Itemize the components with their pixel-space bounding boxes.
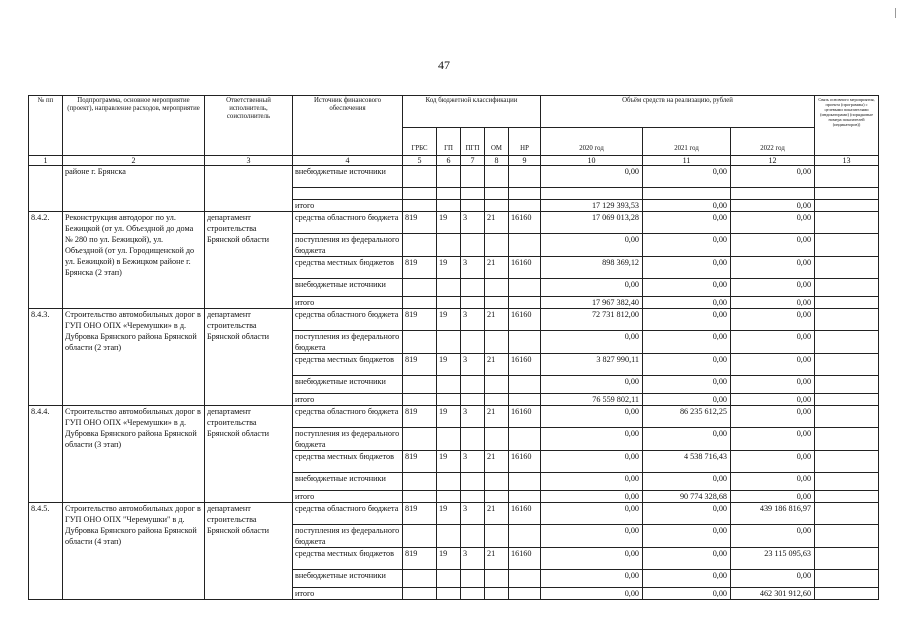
source-cell: средства областного бюджета (293, 212, 403, 234)
row-number-cell: 8.4.4. (29, 406, 63, 503)
row-number-cell (29, 166, 63, 212)
amount-2021-cell: 0,00 (643, 234, 731, 257)
header-year-2022: 2022 год (731, 128, 815, 156)
source-cell: средства местных бюджетов (293, 548, 403, 570)
nr-cell: 16160 (509, 406, 541, 428)
grbs-cell (403, 200, 437, 212)
amount-2022-cell: 439 186 816,97 (731, 503, 815, 525)
amount-2020-cell: 898 369,12 (541, 257, 643, 279)
source-cell (293, 188, 403, 200)
gp-cell (437, 200, 461, 212)
column-number-row (29, 156, 879, 166)
amount-2021-cell: 0,00 (643, 200, 731, 212)
pgp-cell (461, 376, 485, 394)
colnum-cell: 8 (485, 156, 509, 166)
amount-2021-cell: 0,00 (643, 309, 731, 331)
pgp-cell (461, 473, 485, 491)
om-cell (485, 491, 509, 503)
nr-cell (509, 588, 541, 600)
amount-2022-cell: 0,00 (731, 354, 815, 376)
amount-2021-cell: 90 774 328,68 (643, 491, 731, 503)
table-row (29, 212, 879, 234)
pgp-cell: 3 (461, 548, 485, 570)
source-cell: поступления из федерального бюджета (293, 234, 403, 257)
executor-cell: департамент строительства Брянской области (205, 503, 293, 600)
amount-2020-cell: 17 069 013,28 (541, 212, 643, 234)
grbs-cell: 819 (403, 548, 437, 570)
pgp-cell (461, 188, 485, 200)
indicator-link-cell (815, 188, 879, 200)
source-cell: средства местных бюджетов (293, 354, 403, 376)
grbs-cell: 819 (403, 257, 437, 279)
source-cell: внебюджетные источники (293, 570, 403, 588)
indicator-link-cell (815, 570, 879, 588)
pgp-cell: 3 (461, 257, 485, 279)
amount-2022-cell: 0,00 (731, 212, 815, 234)
executor-cell: департамент строительства Брянской области (205, 212, 293, 309)
nr-cell: 16160 (509, 257, 541, 279)
pgp-cell (461, 279, 485, 297)
header-year-2021: 2021 год (643, 128, 731, 156)
amount-2020-cell: 72 731 812,00 (541, 309, 643, 331)
grbs-cell (403, 525, 437, 548)
indicator-link-cell (815, 166, 879, 188)
nr-cell (509, 570, 541, 588)
header-volume: Объём средств на реализацию, рублей (541, 96, 815, 128)
om-cell (485, 279, 509, 297)
executor-cell: департамент строительства Брянской области (205, 406, 293, 503)
pgp-cell (461, 428, 485, 451)
gp-cell (437, 166, 461, 188)
nr-cell (509, 166, 541, 188)
grbs-cell (403, 166, 437, 188)
source-cell: поступления из федерального бюджета (293, 331, 403, 354)
amount-2020-cell: 3 827 990,11 (541, 354, 643, 376)
gp-cell (437, 279, 461, 297)
executor-cell: департамент строительства Брянской области (205, 309, 293, 406)
grbs-cell (403, 428, 437, 451)
header-nr: НР (509, 128, 541, 156)
indicator-link-cell (815, 297, 879, 309)
amount-2022-cell: 0,00 (731, 331, 815, 354)
amount-2021-cell: 86 235 612,25 (643, 406, 731, 428)
nr-cell: 16160 (509, 354, 541, 376)
amount-2022-cell: 0,00 (731, 525, 815, 548)
header-year-2020: 2020 год (541, 128, 643, 156)
nr-cell (509, 234, 541, 257)
gp-cell: 19 (437, 354, 461, 376)
grbs-cell (403, 331, 437, 354)
header-row (29, 96, 879, 128)
om-cell (485, 297, 509, 309)
amount-2020-cell: 0,00 (541, 503, 643, 525)
source-cell: итого (293, 588, 403, 600)
om-cell (485, 570, 509, 588)
nr-cell (509, 188, 541, 200)
header-no: № пп (29, 96, 63, 156)
om-cell: 21 (485, 406, 509, 428)
gp-cell (437, 525, 461, 548)
amount-2021-cell (643, 188, 731, 200)
indicator-link-cell (815, 394, 879, 406)
amount-2020-cell: 0,00 (541, 548, 643, 570)
om-cell (485, 473, 509, 491)
amount-2022-cell: 0,00 (731, 376, 815, 394)
colnum-cell: 5 (403, 156, 437, 166)
grbs-cell: 819 (403, 309, 437, 331)
amount-2021-cell: 0,00 (643, 331, 731, 354)
gp-cell (437, 473, 461, 491)
source-cell: средства областного бюджета (293, 503, 403, 525)
amount-2022-cell: 0,00 (731, 297, 815, 309)
amount-2020-cell (541, 188, 643, 200)
amount-2020-cell: 0,00 (541, 331, 643, 354)
pgp-cell: 3 (461, 212, 485, 234)
amount-2021-cell: 0,00 (643, 588, 731, 600)
grbs-cell (403, 473, 437, 491)
pgp-cell (461, 331, 485, 354)
source-cell: внебюджетные источники (293, 376, 403, 394)
gp-cell (437, 376, 461, 394)
amount-2022-cell: 0,00 (731, 394, 815, 406)
amount-2022-cell: 0,00 (731, 279, 815, 297)
colnum-cell: 3 (205, 156, 293, 166)
indicator-link-cell (815, 212, 879, 234)
indicator-link-cell (815, 451, 879, 473)
om-cell (485, 394, 509, 406)
om-cell: 21 (485, 212, 509, 234)
gp-cell: 19 (437, 548, 461, 570)
om-cell: 21 (485, 354, 509, 376)
amount-2021-cell: 0,00 (643, 570, 731, 588)
description-cell: Строительство автомобильных дорог в ГУП ОНО ОПХ «Черемушки» в д. Дубровка Брянского района Брянской области (2 этап) (63, 309, 205, 406)
description-cell: Строительство автомобильных дорог в ГУП ОНО ОПХ "Черемушки" в д. Дубровка Брянского района Брянской области (4 этап) (63, 503, 205, 600)
amount-2020-cell: 0,00 (541, 491, 643, 503)
grbs-cell (403, 394, 437, 406)
amount-2020-cell: 17 129 393,53 (541, 200, 643, 212)
nr-cell (509, 394, 541, 406)
colnum-cell: 4 (293, 156, 403, 166)
indicator-link-cell (815, 354, 879, 376)
amount-2022-cell: 0,00 (731, 491, 815, 503)
header-grbs: ГРБС (403, 128, 437, 156)
amount-2021-cell: 0,00 (643, 503, 731, 525)
grbs-cell: 819 (403, 212, 437, 234)
colnum-cell: 6 (437, 156, 461, 166)
gp-cell: 19 (437, 212, 461, 234)
nr-cell (509, 331, 541, 354)
gp-cell (437, 331, 461, 354)
row-number-cell: 8.4.3. (29, 309, 63, 406)
amount-2022-cell: 0,00 (731, 406, 815, 428)
page-number: 47 (438, 58, 450, 72)
amount-2021-cell: 0,00 (643, 279, 731, 297)
om-cell: 21 (485, 548, 509, 570)
om-cell (485, 188, 509, 200)
indicator-link-cell (815, 257, 879, 279)
amount-2020-cell: 0,00 (541, 428, 643, 451)
colnum-cell: 12 (731, 156, 815, 166)
om-cell (485, 376, 509, 394)
nr-cell (509, 525, 541, 548)
nr-cell: 16160 (509, 503, 541, 525)
nr-cell (509, 428, 541, 451)
indicator-link-cell (815, 331, 879, 354)
nr-cell (509, 279, 541, 297)
amount-2021-cell: 0,00 (643, 257, 731, 279)
header-executor: Ответственный исполнитель, соисполнитель (205, 96, 293, 156)
pgp-cell (461, 200, 485, 212)
om-cell (485, 428, 509, 451)
amount-2020-cell: 0,00 (541, 279, 643, 297)
header-subprogram: Подпрограмма, основное мероприятие (проект), направление расходов, мероприятие (63, 96, 205, 156)
table-row (29, 503, 879, 525)
amount-2021-cell: 0,00 (643, 212, 731, 234)
amount-2020-cell: 0,00 (541, 525, 643, 548)
amount-2022-cell: 0,00 (731, 451, 815, 473)
pgp-cell (461, 166, 485, 188)
colnum-cell: 2 (63, 156, 205, 166)
amount-2021-cell: 0,00 (643, 428, 731, 451)
pgp-cell (461, 234, 485, 257)
description-cell: районе г. Брянска (63, 166, 205, 212)
grbs-cell (403, 279, 437, 297)
om-cell (485, 166, 509, 188)
amount-2022-cell: 462 301 912,60 (731, 588, 815, 600)
pgp-cell (461, 297, 485, 309)
grbs-cell: 819 (403, 503, 437, 525)
row-number-cell: 8.4.2. (29, 212, 63, 309)
om-cell (485, 588, 509, 600)
colnum-cell: 10 (541, 156, 643, 166)
source-cell: поступления из федерального бюджета (293, 428, 403, 451)
source-cell: внебюджетные источники (293, 166, 403, 188)
grbs-cell (403, 297, 437, 309)
header-budget-code: Код бюджетной классификации (403, 96, 541, 128)
source-cell: внебюджетные источники (293, 279, 403, 297)
amount-2022-cell: 0,00 (731, 234, 815, 257)
source-cell: итого (293, 491, 403, 503)
nr-cell (509, 297, 541, 309)
grbs-cell: 819 (403, 354, 437, 376)
gp-cell: 19 (437, 503, 461, 525)
om-cell: 21 (485, 503, 509, 525)
grbs-cell (403, 570, 437, 588)
amount-2021-cell: 0,00 (643, 394, 731, 406)
nr-cell (509, 491, 541, 503)
amount-2021-cell: 0,00 (643, 354, 731, 376)
indicator-link-cell (815, 525, 879, 548)
indicator-link-cell (815, 309, 879, 331)
colnum-cell: 7 (461, 156, 485, 166)
pgp-cell: 3 (461, 309, 485, 331)
source-cell: итого (293, 394, 403, 406)
pgp-cell (461, 570, 485, 588)
source-cell: средства местных бюджетов (293, 451, 403, 473)
amount-2021-cell: 4 538 716,43 (643, 451, 731, 473)
grbs-cell (403, 588, 437, 600)
pgp-cell (461, 491, 485, 503)
indicator-link-cell (815, 200, 879, 212)
nr-cell: 16160 (509, 548, 541, 570)
page-edge-mark (895, 8, 896, 18)
colnum-cell: 9 (509, 156, 541, 166)
grbs-cell (403, 491, 437, 503)
grbs-cell: 819 (403, 451, 437, 473)
indicator-link-cell (815, 234, 879, 257)
description-cell: Реконструкция автодорог по ул. Бежицкой (от ул. Объездной до дома № 280 по ул. Бежицкой), ул. Объездной (от ул. Городищенской до ул. Бежицкой) в Бежицком районе г. Брянска (2 этап) (63, 212, 205, 309)
gp-cell: 19 (437, 257, 461, 279)
amount-2021-cell: 0,00 (643, 376, 731, 394)
amount-2020-cell: 0,00 (541, 570, 643, 588)
header-om: ОМ (485, 128, 509, 156)
header-pgp: ПГП (461, 128, 485, 156)
indicator-link-cell (815, 279, 879, 297)
om-cell (485, 234, 509, 257)
indicator-link-cell (815, 588, 879, 600)
indicator-link-cell (815, 491, 879, 503)
description-cell: Строительство автомобильных дорог в ГУП ОНО ОПХ «Черемушки» в д. Дубровка Брянского района Брянской области (3 этап) (63, 406, 205, 503)
om-cell (485, 200, 509, 212)
amount-2022-cell: 0,00 (731, 428, 815, 451)
colnum-cell: 1 (29, 156, 63, 166)
nr-cell: 16160 (509, 212, 541, 234)
amount-2021-cell: 0,00 (643, 166, 731, 188)
table-row (29, 166, 879, 188)
table-row (29, 406, 879, 428)
header-gp: ГП (437, 128, 461, 156)
source-cell: поступления из федерального бюджета (293, 525, 403, 548)
gp-cell: 19 (437, 309, 461, 331)
amount-2021-cell: 0,00 (643, 297, 731, 309)
source-cell: внебюджетные источники (293, 473, 403, 491)
om-cell: 21 (485, 451, 509, 473)
amount-2022-cell: 0,00 (731, 570, 815, 588)
amount-2020-cell: 0,00 (541, 234, 643, 257)
pgp-cell (461, 525, 485, 548)
amount-2020-cell: 0,00 (541, 451, 643, 473)
header-source: Источник финансового обеспечения (293, 96, 403, 156)
pgp-cell (461, 394, 485, 406)
amount-2020-cell: 0,00 (541, 406, 643, 428)
grbs-cell (403, 234, 437, 257)
amount-2020-cell: 0,00 (541, 588, 643, 600)
source-cell: средства областного бюджета (293, 309, 403, 331)
gp-cell (437, 234, 461, 257)
row-number-cell: 8.4.5. (29, 503, 63, 600)
amount-2022-cell: 0,00 (731, 166, 815, 188)
gp-cell (437, 491, 461, 503)
om-cell (485, 525, 509, 548)
amount-2020-cell: 0,00 (541, 376, 643, 394)
grbs-cell (403, 188, 437, 200)
gp-cell: 19 (437, 451, 461, 473)
nr-cell (509, 200, 541, 212)
indicator-link-cell (815, 428, 879, 451)
pgp-cell (461, 588, 485, 600)
pgp-cell: 3 (461, 503, 485, 525)
om-cell: 21 (485, 309, 509, 331)
om-cell: 21 (485, 257, 509, 279)
source-cell: итого (293, 297, 403, 309)
nr-cell (509, 376, 541, 394)
table-row (29, 309, 879, 331)
amount-2020-cell: 0,00 (541, 473, 643, 491)
amount-2021-cell: 0,00 (643, 525, 731, 548)
source-cell: средства местных бюджетов (293, 257, 403, 279)
amount-2022-cell: 0,00 (731, 257, 815, 279)
gp-cell (437, 394, 461, 406)
amount-2022-cell: 0,00 (731, 200, 815, 212)
indicator-link-cell (815, 548, 879, 570)
gp-cell (437, 297, 461, 309)
indicator-link-cell (815, 503, 879, 525)
amount-2021-cell: 0,00 (643, 473, 731, 491)
amount-2021-cell: 0,00 (643, 548, 731, 570)
gp-cell (437, 188, 461, 200)
gp-cell (437, 428, 461, 451)
grbs-cell (403, 376, 437, 394)
gp-cell: 19 (437, 406, 461, 428)
source-cell: средства областного бюджета (293, 406, 403, 428)
indicator-link-cell (815, 406, 879, 428)
executor-cell (205, 166, 293, 212)
pgp-cell: 3 (461, 354, 485, 376)
om-cell (485, 331, 509, 354)
amount-2022-cell: 0,00 (731, 473, 815, 491)
gp-cell (437, 570, 461, 588)
nr-cell (509, 473, 541, 491)
amount-2020-cell: 0,00 (541, 166, 643, 188)
amount-2022-cell: 23 115 095,63 (731, 548, 815, 570)
nr-cell: 16160 (509, 451, 541, 473)
pgp-cell: 3 (461, 451, 485, 473)
amount-2020-cell: 17 967 382,40 (541, 297, 643, 309)
budget-table (28, 95, 879, 600)
gp-cell (437, 588, 461, 600)
source-cell: итого (293, 200, 403, 212)
grbs-cell: 819 (403, 406, 437, 428)
amount-2022-cell: 0,00 (731, 309, 815, 331)
nr-cell: 16160 (509, 309, 541, 331)
colnum-cell: 11 (643, 156, 731, 166)
pgp-cell: 3 (461, 406, 485, 428)
amount-2020-cell: 76 559 802,11 (541, 394, 643, 406)
indicator-link-cell (815, 376, 879, 394)
colnum-cell: 13 (815, 156, 879, 166)
indicator-link-cell (815, 473, 879, 491)
header-link: Связь основного мероприятия, проекта (программы) с целевыми показателями (индикаторами) (порядковые номера показателей (индикаторов)) (815, 96, 879, 156)
amount-2022-cell (731, 188, 815, 200)
